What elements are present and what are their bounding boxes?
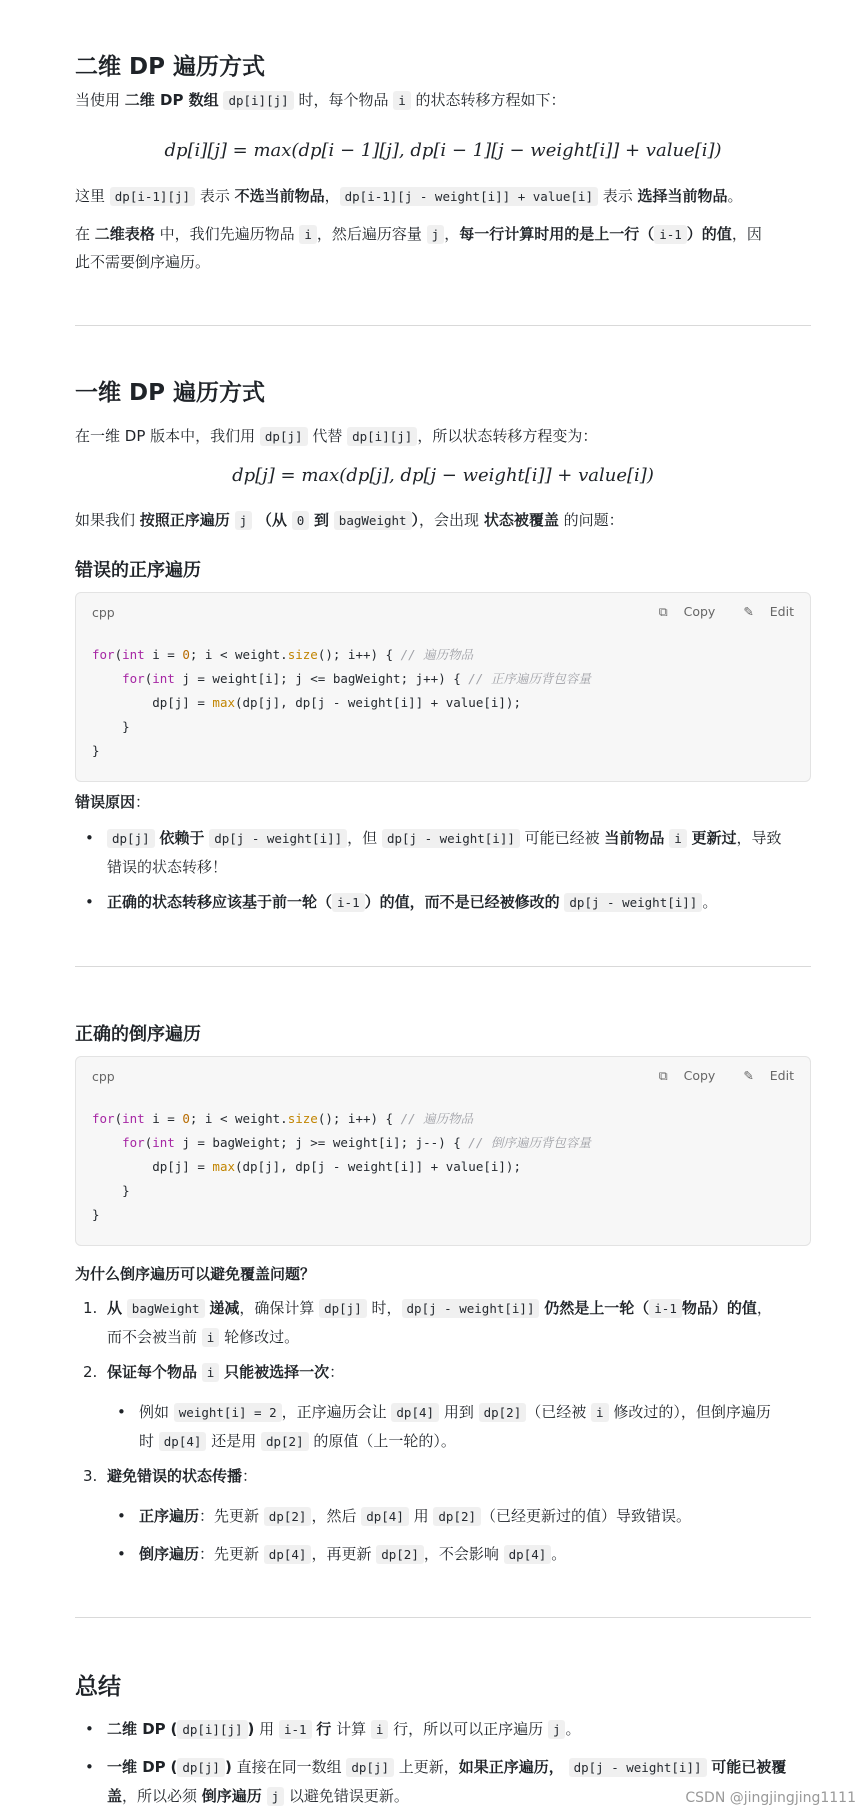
inline-code: j <box>427 225 445 244</box>
formula-2d: dp[i][j] = max(dp[i − 1][j], dp[i − 1][j − weight[i]] + value[i]) <box>164 140 722 161</box>
bold-text: 只能被选择一次 <box>224 1363 330 1381</box>
text: ： <box>329 1363 345 1381</box>
inline-code: i-1 <box>649 1299 682 1318</box>
bold-text: 一维 DP <box>107 1758 166 1776</box>
inline-code: bagWeight <box>127 1299 205 1318</box>
copy-icon: ⧉ <box>658 604 668 619</box>
bold-text: （从 <box>256 511 287 529</box>
text: 代替 <box>307 427 348 445</box>
bold-text: 按照正序遍历 <box>139 511 230 529</box>
text: 。 <box>565 1720 581 1738</box>
bold-text: 错误原因 <box>75 793 136 811</box>
list-item-text <box>139 1502 811 1531</box>
bold-text: 更新过 <box>691 829 737 847</box>
text: 的原值（上一轮的）。 <box>308 1432 456 1450</box>
inline-code: dp[i-1][j - weight[i]] + value[i] <box>340 187 598 206</box>
formula-1d: dp[j] = max(dp[j], dp[j − weight[i]] + value[i]) <box>232 465 654 486</box>
edit-label: Edit <box>769 1068 794 1083</box>
inline-code: dp[4] <box>391 1403 439 1422</box>
text: 而不会被当前 <box>107 1328 202 1346</box>
divider <box>75 966 811 967</box>
inline-code: i-1 <box>279 1720 312 1739</box>
section-title-2d: 二维 DP 遍历方式 <box>75 54 265 80</box>
paragraph <box>75 86 811 115</box>
inline-code: 0 <box>292 511 310 530</box>
section-title-summary: 总结 <box>75 1674 121 1700</box>
bullet-icon: • <box>85 829 94 847</box>
paragraph-continued: 此不需要倒序遍历。 <box>75 253 211 271</box>
bold-text: 如果正序遍历， <box>458 1758 564 1776</box>
bold-text: 行 <box>316 1720 332 1738</box>
text: 如果我们 <box>75 511 140 529</box>
inline-code: dp[i][j] <box>347 427 417 446</box>
code-block-right <box>75 1056 811 1246</box>
copy-label: Copy <box>683 1068 716 1083</box>
text: 例如 <box>139 1403 174 1421</box>
list-item-text <box>107 1462 811 1490</box>
inline-code: dp[j - weight[i]] <box>209 829 347 848</box>
bold-text: 保证每个物品 <box>107 1363 198 1381</box>
code-block-wrong <box>75 592 811 782</box>
inline-code: j <box>267 1787 285 1806</box>
bullet-icon: • <box>117 1403 126 1421</box>
inline-code: dp[j] <box>177 1758 225 1777</box>
edit-icon: ✎ <box>743 1068 754 1083</box>
list-item-text <box>107 824 811 881</box>
reason-heading <box>75 788 811 816</box>
inline-code: bagWeight <box>334 511 412 530</box>
bold-text: ( <box>170 1758 178 1776</box>
code-content: for(int i = 0; i < weight.size(); i++) { // 遍历物品 for(int j = bagWeight; j >= weight[i]; j--) { // 倒序遍历背包容量 dp[j] = max(dp[j], dp[j - weight[i]] + value[i]); } } <box>92 1111 591 1222</box>
inline-code: weight[i] = 2 <box>174 1403 282 1422</box>
text: ，所以必须 <box>122 1787 202 1805</box>
bold-text: ）的值，而不是已经被修改的 <box>364 893 560 911</box>
inline-code: i <box>669 829 687 848</box>
text: ， <box>324 187 340 205</box>
numbered-item <box>75 1294 811 1350</box>
inline-code: dp[j - weight[i]] <box>402 1299 540 1318</box>
text: ， <box>756 1299 772 1317</box>
copy-button[interactable] <box>647 1068 716 1083</box>
bold-text: 当前物品 <box>604 829 665 847</box>
text: 用 <box>254 1720 279 1738</box>
paragraph <box>75 220 811 249</box>
inline-code: dp[i-1][j] <box>110 187 195 206</box>
inline-code: dp[2] <box>433 1507 481 1526</box>
text: 在 <box>75 225 95 243</box>
inline-code: dp[j - weight[i]] <box>382 829 520 848</box>
text: 计算 <box>331 1720 371 1738</box>
inline-code: dp[j] <box>346 1758 394 1777</box>
bold-text: 正序遍历 <box>139 1507 200 1525</box>
text: 修改过的），但倒序遍历 <box>608 1403 771 1421</box>
text: 时 <box>139 1432 159 1450</box>
list-item-text <box>107 1294 811 1352</box>
inline-code: dp[j] <box>319 1299 367 1318</box>
bullet-icon: • <box>85 1758 94 1776</box>
subsection-title-wrong: 错误的正序遍历 <box>75 560 201 581</box>
text: （已经被 <box>526 1403 592 1421</box>
bold-text: ）的值 <box>686 225 732 243</box>
text: ，不会影响 <box>423 1545 504 1563</box>
paragraph <box>75 422 811 451</box>
inline-code: dp[j] <box>107 829 155 848</box>
bold-text: 倒序遍历 <box>139 1545 200 1563</box>
edit-button[interactable] <box>731 604 794 619</box>
text: 表示 <box>597 187 638 205</box>
list-item-text <box>107 888 811 917</box>
divider <box>75 1617 811 1618</box>
inline-code: dp[j - weight[i]] <box>564 893 702 912</box>
inline-code: dp[2] <box>264 1507 312 1526</box>
bold-text: 为什么倒序遍历可以避免覆盖问题？ <box>75 1265 316 1283</box>
text: 。 <box>727 187 743 205</box>
text: ，然后 <box>311 1507 362 1525</box>
text: 行，所以可以正序遍历 <box>388 1720 548 1738</box>
text: ： <box>242 1467 258 1485</box>
text: ：先更新 <box>199 1507 264 1525</box>
bullet-icon: • <box>117 1545 126 1563</box>
text: ， <box>444 225 460 243</box>
text: ，确保计算 <box>239 1299 320 1317</box>
inline-code: dp[2] <box>261 1432 309 1451</box>
text: 这里 <box>75 187 110 205</box>
list-number: 1. <box>83 1299 98 1317</box>
code-language: cpp <box>92 1069 115 1084</box>
text: 中，我们先遍历物品 <box>154 225 300 243</box>
code-actions <box>635 1068 794 1084</box>
bold-text: ) <box>247 1720 255 1738</box>
bold-text: 二维表格 <box>94 225 155 243</box>
inline-code: j <box>235 511 253 530</box>
copy-label: Copy <box>683 604 716 619</box>
inline-code: dp[j] <box>260 427 308 446</box>
inline-code: i <box>202 1363 220 1382</box>
list-number: 3. <box>83 1467 98 1485</box>
text: 用 <box>408 1507 434 1525</box>
bold-text: 不选当前物品 <box>234 187 325 205</box>
list-item <box>75 1398 811 1454</box>
inline-code: dp[2] <box>479 1403 527 1422</box>
code-comment: // 遍历物品 <box>400 1111 474 1126</box>
text: ，但 <box>347 829 382 847</box>
bold-text: 盖 <box>107 1787 123 1805</box>
bold-text: 到 <box>314 511 330 529</box>
bold-text: ( <box>170 1720 178 1738</box>
inline-code: dp[i][j] <box>223 91 293 110</box>
text: （已经更新过的值）导致错误。 <box>481 1507 692 1525</box>
text: 。 <box>702 893 718 911</box>
inline-code: i <box>202 1328 220 1347</box>
code-language: cpp <box>92 605 115 620</box>
text: ： <box>135 793 151 811</box>
bold-text: 二维 DP 数组 <box>124 91 219 109</box>
text: 上更新， <box>394 1758 459 1776</box>
inline-code: dp[4] <box>159 1432 207 1451</box>
bold-text: ） <box>411 511 420 529</box>
inline-code: i <box>299 225 317 244</box>
bold-text: 正确的状态转移应该基于前一轮（ <box>107 893 333 911</box>
bullet-icon: • <box>85 1720 94 1738</box>
text: 的问题： <box>558 511 624 529</box>
code-comment: // 倒序遍历背包容量 <box>468 1135 591 1150</box>
text: ，因 <box>731 225 762 243</box>
bold-text: 物品）的值 <box>681 1299 757 1317</box>
inline-code: dp[2] <box>376 1545 424 1564</box>
list-item <box>75 824 811 880</box>
copy-icon: ⧉ <box>658 1068 668 1083</box>
text: ，导致 <box>736 829 782 847</box>
text: 错误的状态转移！ <box>107 858 228 876</box>
text: 表示 <box>195 187 235 205</box>
inline-code: dp[i][j] <box>177 1720 247 1739</box>
inline-code: i <box>393 91 411 110</box>
paragraph <box>75 182 811 211</box>
bullet-icon: • <box>117 1507 126 1525</box>
text: 可能已经被 <box>519 829 605 847</box>
code-comment: // 遍历物品 <box>400 647 474 662</box>
bold-text: 二维 DP <box>107 1720 166 1738</box>
why-heading <box>75 1260 811 1288</box>
inline-code: dp[j - weight[i]] <box>569 1758 707 1777</box>
inline-code: dp[4] <box>504 1545 552 1564</box>
text: ，会出现 <box>419 511 484 529</box>
text: 直接在同一数组 <box>231 1758 347 1776</box>
bold-text: 选择当前物品 <box>637 187 728 205</box>
text: ，所以状态转移方程变为： <box>417 427 598 445</box>
inline-code: i-1 <box>654 225 687 244</box>
text: 当使用 <box>75 91 125 109</box>
bullet-icon: • <box>85 893 94 911</box>
copy-button[interactable] <box>647 604 716 619</box>
list-number: 2. <box>83 1363 98 1381</box>
text: ，正序遍历会让 <box>281 1403 392 1421</box>
divider <box>75 325 811 326</box>
csdn-watermark: CSDN @jingjingjing1111 <box>685 1790 856 1806</box>
bold-text: 递减 <box>209 1299 240 1317</box>
inline-code: i <box>371 1720 389 1739</box>
inline-code: i <box>591 1403 609 1422</box>
bold-text: 从 <box>107 1299 123 1317</box>
bold-text: 依赖于 <box>159 829 205 847</box>
inline-code: i-1 <box>332 893 365 912</box>
bold-text: 倒序遍历 <box>201 1787 262 1805</box>
list-item-text <box>107 1715 811 1744</box>
inline-code: dp[4] <box>264 1545 312 1564</box>
code-content: for(int i = 0; i < weight.size(); i++) { // 遍历物品 for(int j = weight[i]; j <= bagWeight; j++) { // 正序遍历背包容量 dp[j] = max(dp[j], dp[j - weight[i]] + value[i]); } } <box>92 647 591 758</box>
bold-text: 避免错误的状态传播 <box>107 1467 243 1485</box>
bold-text: 每一行计算时用的是上一行（ <box>459 225 655 243</box>
text: 轮修改过。 <box>219 1328 300 1346</box>
text: 的状态转移方程如下： <box>410 91 566 109</box>
bold-text: 可能已被覆 <box>711 1758 787 1776</box>
inline-code: j <box>548 1720 566 1739</box>
list-item-text <box>107 1358 811 1387</box>
bold-text: 仍然是上一轮（ <box>544 1299 650 1317</box>
text: 以避免错误更新。 <box>284 1787 409 1805</box>
text: 时， <box>366 1299 402 1317</box>
edit-label: Edit <box>769 604 794 619</box>
list-item-text <box>139 1398 811 1456</box>
code-actions <box>635 604 794 620</box>
paragraph <box>75 506 811 535</box>
bold-text: 状态被覆盖 <box>483 511 559 529</box>
bold-text: ) <box>224 1758 232 1776</box>
text: ，再更新 <box>311 1545 377 1563</box>
text: ，然后遍历容量 <box>316 225 427 243</box>
text: ：先更新 <box>199 1545 264 1563</box>
text: 还是用 <box>206 1432 261 1450</box>
list-item-text <box>139 1540 811 1569</box>
inline-code: dp[4] <box>361 1507 409 1526</box>
text: 在一维 DP 版本中，我们用 <box>75 427 260 445</box>
edit-icon: ✎ <box>743 604 754 619</box>
edit-button[interactable] <box>731 1068 794 1083</box>
text: 用到 <box>439 1403 479 1421</box>
section-title-1d: 一维 DP 遍历方式 <box>75 380 265 406</box>
text: 时，每个物品 <box>293 91 394 109</box>
subsection-title-right: 正确的倒序遍历 <box>75 1024 201 1045</box>
text: 。 <box>551 1545 567 1563</box>
code-comment: // 正序遍历背包容量 <box>468 671 591 686</box>
